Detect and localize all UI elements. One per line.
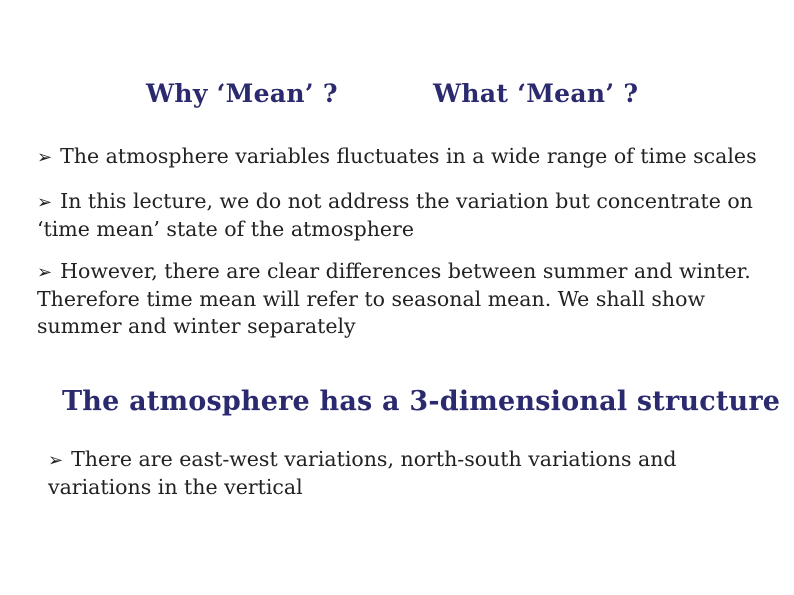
arrow-bullet-icon: ➢ [37,262,53,283]
bullet-item [37,188,753,243]
bullet-line: The atmosphere variables fluctuates in a wide range of time scales [60,144,757,168]
bullet-line: In this lecture, we do not address the variation but concentrate on [60,189,753,213]
heading-why-mean: Why ‘Mean’ ? [146,79,338,108]
bullet-line: Therefore time mean will refer to seasonal mean. We shall show [37,287,706,311]
bullet-item [37,143,757,171]
bullet-item [48,446,677,501]
bullet-line: variations in the vertical [48,475,303,499]
heading-what-mean: What ‘Mean’ ? [433,79,639,108]
bullet-item [37,258,751,340]
bullet-line: summer and winter separately [37,314,356,338]
bullet-line: ‘time mean’ state of the atmosphere [37,217,414,241]
arrow-bullet-icon: ➢ [37,147,53,168]
arrow-bullet-icon: ➢ [37,192,53,213]
bullet-line: There are east-west variations, north-south variations and [71,447,677,471]
arrow-bullet-icon: ➢ [48,450,64,471]
bullet-line: However, there are clear differences between summer and winter. [60,259,751,283]
section-title: The atmosphere has a 3-dimensional structure [62,386,781,417]
